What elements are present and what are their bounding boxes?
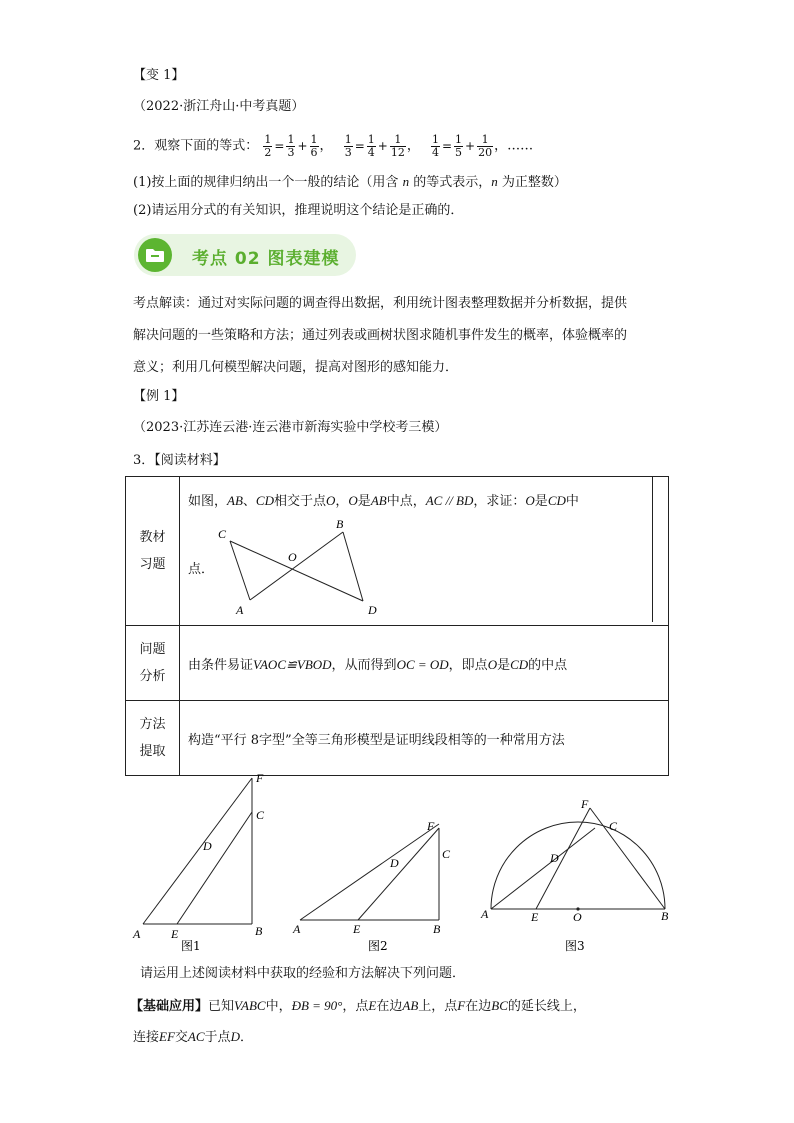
fraction: $\frac{1}{3}$	[287, 132, 295, 159]
fig1-label-c: C	[256, 808, 265, 822]
question-3-lead: 3．【阅读材料】	[133, 453, 226, 468]
fig3-label-o: O	[573, 910, 582, 924]
point-label-a: A	[236, 603, 244, 616]
equation-2: $\frac{1}{3}$ = $\frac{1}{4}$ + $\frac{1}{12}$ ，	[344, 132, 420, 159]
table-header-cell: 问题 分析	[126, 626, 180, 701]
table-inner-border	[652, 476, 653, 622]
fig3-label-f: F	[581, 797, 589, 811]
fig1-caption: 图1	[181, 939, 201, 953]
fraction: $\frac{1}{4}$	[431, 132, 439, 159]
section-label-li1: 【例 1】	[133, 389, 185, 404]
table-content-cell: 构造“平行 8字型”全等三角形模型是证明线段相等的一种常用方法	[180, 701, 669, 776]
fig1-label-e: E	[171, 927, 179, 941]
fig2-label-a: A	[293, 922, 301, 936]
question-2-lead: 2．观察下面的等式：	[133, 138, 259, 154]
table-content-cell	[180, 477, 669, 626]
fraction: $\frac{1}{3}$	[344, 132, 352, 159]
fig3-label-b: B	[661, 909, 669, 923]
fig3-semicircle	[491, 822, 665, 909]
fig2-segment-ac	[300, 824, 439, 920]
fig2-segment-ef	[358, 828, 439, 920]
table-row1-line1: 如图，AB、CD相交于点O，O是AB中点，AC // BD，求证：O是CD中	[188, 493, 579, 509]
basic-application-line-1: 【基础应用】已知VABC中，ÐB = 90°，点E在边AB上，点F在边BC的延长线上，	[130, 998, 586, 1014]
fraction: $\frac{1}{6}$	[310, 132, 318, 159]
table-figure-bowtie	[212, 516, 402, 616]
fraction: $\frac{1}{12}$	[390, 132, 405, 159]
table-row	[126, 701, 669, 776]
equation-3: $\frac{1}{4}$ = $\frac{1}{5}$ + $\frac{1}{20}$ ，……	[431, 132, 534, 159]
section-banner	[134, 234, 356, 276]
source-line: （2023·江苏连云港·连云港市新海实验中学校考三模）	[133, 420, 448, 435]
fraction: $\frac{1}{20}$	[478, 132, 493, 159]
table-content-cell: 由条件易证VAOC≌VBOD，从而得到OC = OD，即点O是CD的中点	[180, 626, 669, 701]
fraction: $\frac{1}{5}$	[455, 132, 463, 159]
question-2-part-1: (1)按上面的规律归纳出一个一般的结论（用含 n 的等式表示，n 为正整数）	[133, 174, 567, 190]
segment-bd	[343, 532, 363, 601]
fig2-label-e: E	[353, 922, 361, 936]
question-2-part-2: (2)请运用分式的有关知识，推理说明这个结论是正确的．	[133, 203, 464, 218]
fig2-label-b: B	[433, 922, 441, 936]
segment-ca	[230, 541, 250, 600]
fraction: $\frac{1}{4}$	[367, 132, 375, 159]
kaodian-line-3: 意义；利用几何模型解决问题，提高对图形的感知能力．	[133, 360, 459, 375]
fig3-label-a: A	[481, 907, 489, 921]
fig2-label-c: C	[442, 847, 451, 861]
figure-2	[292, 819, 451, 953]
table-row1-line2: 点．	[188, 562, 215, 577]
banner-title: 考点 02 图表建模	[192, 249, 340, 269]
fraction: $\frac{1}{2}$	[264, 132, 272, 159]
figure-3	[480, 797, 669, 953]
fig2-label-d: D	[390, 856, 399, 870]
fig3-label-e: E	[531, 910, 539, 924]
table-header-cell: 教材 习题	[126, 477, 180, 626]
fig1-segment-af	[143, 778, 252, 924]
kaodian-line-1: 考点解读：通过对实际问题的调查得出数据，利用统计图表整理数据并分析数据，提供	[133, 296, 628, 311]
fig1-label-a: A	[133, 927, 141, 941]
figures-row	[125, 768, 685, 958]
fig1-label-d: D	[203, 839, 212, 853]
fig2-caption: 图2	[368, 939, 388, 953]
folder-icon	[138, 238, 172, 272]
reading-material-table	[125, 476, 669, 776]
fig2-label-f: F	[427, 819, 435, 833]
question-2	[133, 131, 539, 161]
banner-badge	[138, 238, 172, 272]
source-line: （2022·浙江舟山·中考真题）	[133, 99, 305, 114]
point-label-c: C	[218, 527, 227, 541]
point-label-o: O	[288, 550, 297, 564]
kaodian-line-2: 解决问题的一些策略和方法；通过列表或画树状图求随机事件发生的概率，体验概率的	[133, 328, 628, 343]
fig1-label-f: F	[256, 771, 264, 785]
fig3-caption: 图3	[565, 939, 585, 953]
table-row	[126, 626, 669, 701]
fig3-label-d: D	[550, 851, 559, 865]
segment-ab	[250, 532, 343, 600]
equation-1: $\frac{1}{2}$ = $\frac{1}{3}$ + $\frac{1}{6}$ ，	[264, 132, 333, 159]
point-label-b: B	[336, 517, 344, 531]
fig3-segment-fb	[590, 808, 665, 909]
fig1-label-b: B	[255, 924, 263, 938]
figure-1	[132, 771, 265, 953]
fig3-label-c: C	[609, 819, 618, 833]
table-row	[126, 477, 669, 626]
section-label-bian1: 【变 1】	[133, 68, 185, 83]
table-header-cell: 方法 提取	[126, 701, 180, 776]
instruction-line: 请运用上述阅读材料中获取的经验和方法解决下列问题．	[140, 966, 466, 981]
basic-application-line-2: 连接EF交AC于点D．	[133, 1029, 253, 1045]
point-label-d: D	[368, 603, 377, 616]
